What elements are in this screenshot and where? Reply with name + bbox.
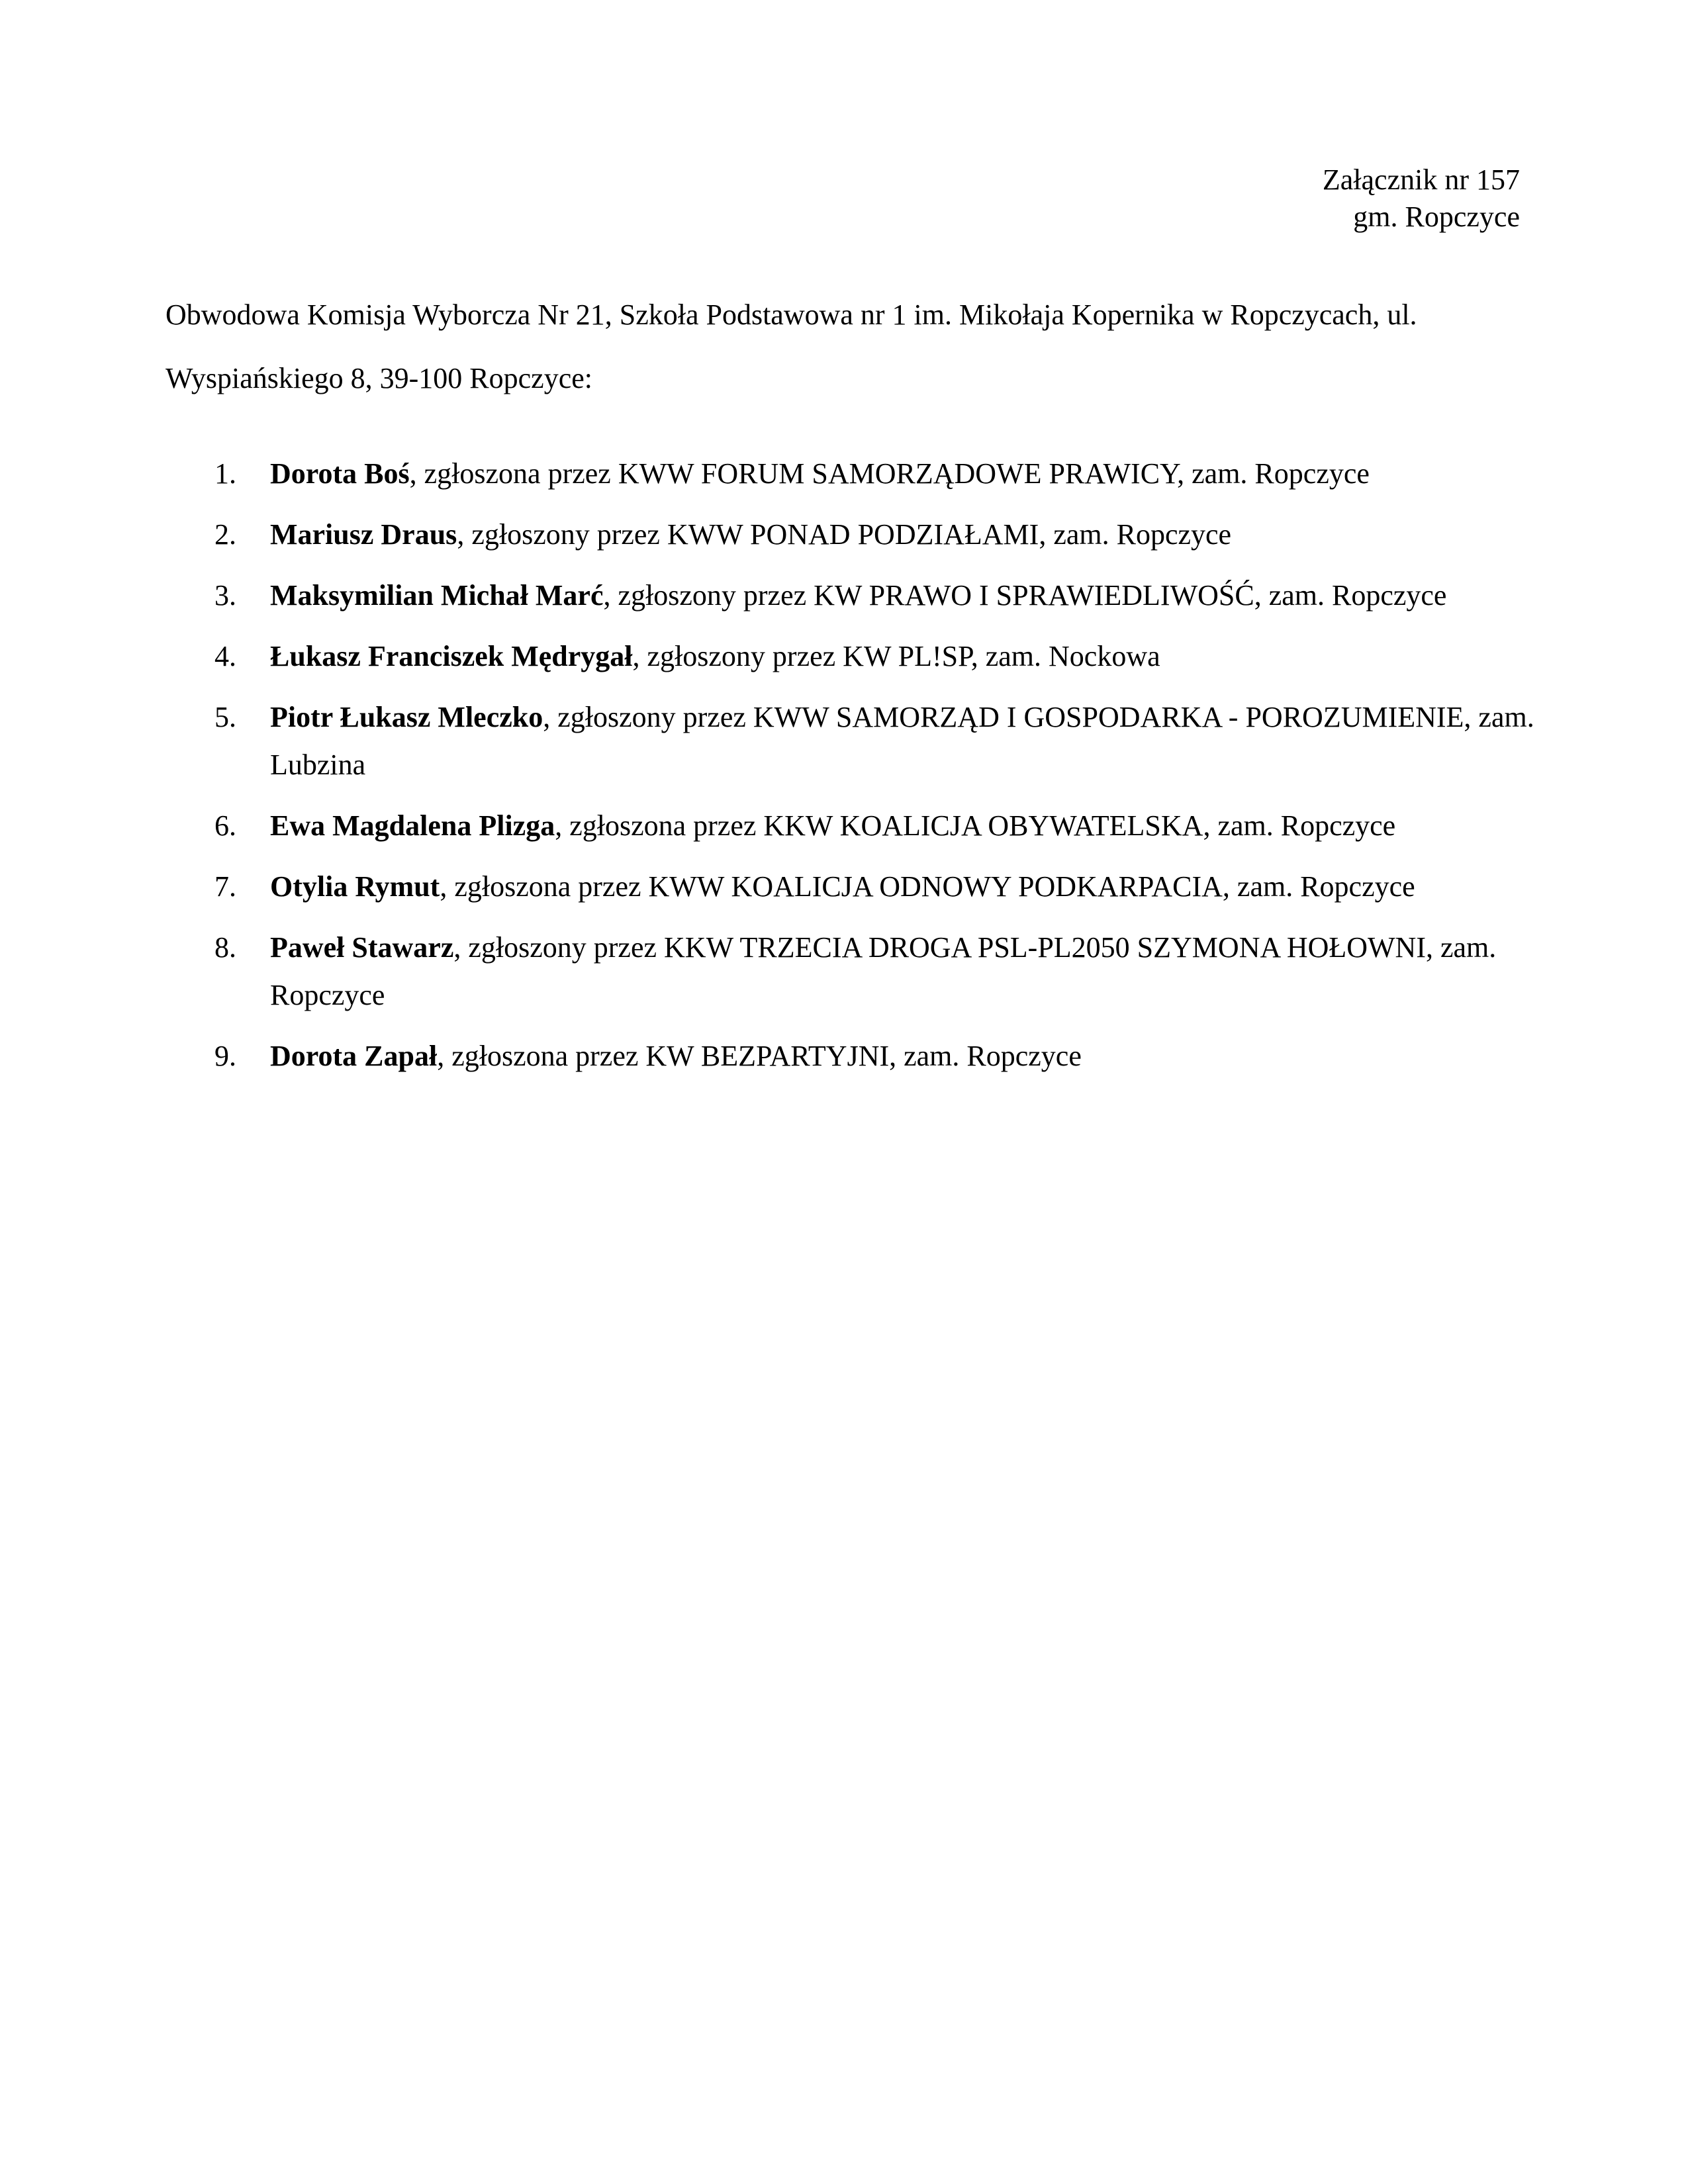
- attachment-number: Załącznik nr 157: [1322, 163, 1520, 196]
- member-name: Otylia Rymut: [270, 870, 440, 903]
- member-details: , zgłoszony przez KKW TRZECIA DROGA PSL-PL2050 SZYMONA HOŁOWNI, zam. Ropczyce: [270, 931, 1497, 1011]
- list-item: [165, 863, 1542, 911]
- member-name: Dorota Boś: [270, 457, 410, 490]
- list-item: [165, 1032, 1542, 1080]
- member-name: Maksymilian Michał Marć: [270, 579, 604, 612]
- list-item: [165, 633, 1542, 680]
- list-item-number: 5.: [214, 701, 236, 733]
- member-details: , zgłoszony przez KW PRAWO I SPRAWIEDLIWOŚĆ, zam. Ropczyce: [603, 579, 1447, 612]
- list-item-number: 9.: [214, 1040, 236, 1072]
- list-item: [165, 572, 1542, 619]
- member-details: , zgłoszona przez KW BEZPARTYJNI, zam. Ropczyce: [437, 1040, 1082, 1072]
- member-details: , zgłoszony przez KWW PONAD PODZIAŁAMI, zam. Ropczyce: [457, 518, 1232, 551]
- member-details: , zgłoszona przez KWW KOALICJA ODNOWY PODKARPACIA, zam. Ropczyce: [440, 870, 1415, 903]
- attachment-header: [1323, 161, 1520, 236]
- list-item: [165, 802, 1542, 850]
- member-details: , zgłoszony przez KWW SAMORZĄD I GOSPODARKA - POROZUMIENIE, zam. Lubzina: [270, 701, 1534, 781]
- list-item-number: 1.: [214, 457, 236, 490]
- list-item-number: 3.: [214, 579, 236, 612]
- list-item-number: 4.: [214, 640, 236, 672]
- list-item: [165, 511, 1542, 559]
- list-item: [165, 924, 1542, 1019]
- member-name: Ewa Magdalena Plizga: [270, 809, 555, 842]
- member-details: , zgłoszona przez KKW KOALICJA OBYWATELSKA, zam. Ropczyce: [555, 809, 1396, 842]
- municipality: gm. Ropczyce: [1353, 201, 1520, 233]
- member-details: , zgłoszony przez KW PL!SP, zam. Nockowa: [632, 640, 1160, 672]
- member-name: Mariusz Draus: [270, 518, 457, 551]
- member-name: Łukasz Franciszek Mędrygał: [270, 640, 633, 672]
- list-item-number: 6.: [214, 809, 236, 842]
- member-name: Dorota Zapał: [270, 1040, 438, 1072]
- members-list: [165, 450, 1542, 1093]
- member-name: Paweł Stawarz: [270, 931, 454, 964]
- list-item: [165, 694, 1542, 789]
- commission-description: Obwodowa Komisja Wyborcza Nr 21, Szkoła Podstawowa nr 1 im. Mikołaja Kopernika w Ropczycach, ul. Wyspiańskiego 8, 39-100 Ropczyce:: [165, 298, 1417, 394]
- list-item-number: 2.: [214, 518, 236, 551]
- list-item-number: 7.: [214, 870, 236, 903]
- list-item: [165, 450, 1542, 498]
- member-details: , zgłoszona przez KWW FORUM SAMORZĄDOWE PRAWICY, zam. Ropczyce: [409, 457, 1370, 490]
- member-name: Piotr Łukasz Mleczko: [270, 701, 543, 733]
- list-item-number: 8.: [214, 931, 236, 964]
